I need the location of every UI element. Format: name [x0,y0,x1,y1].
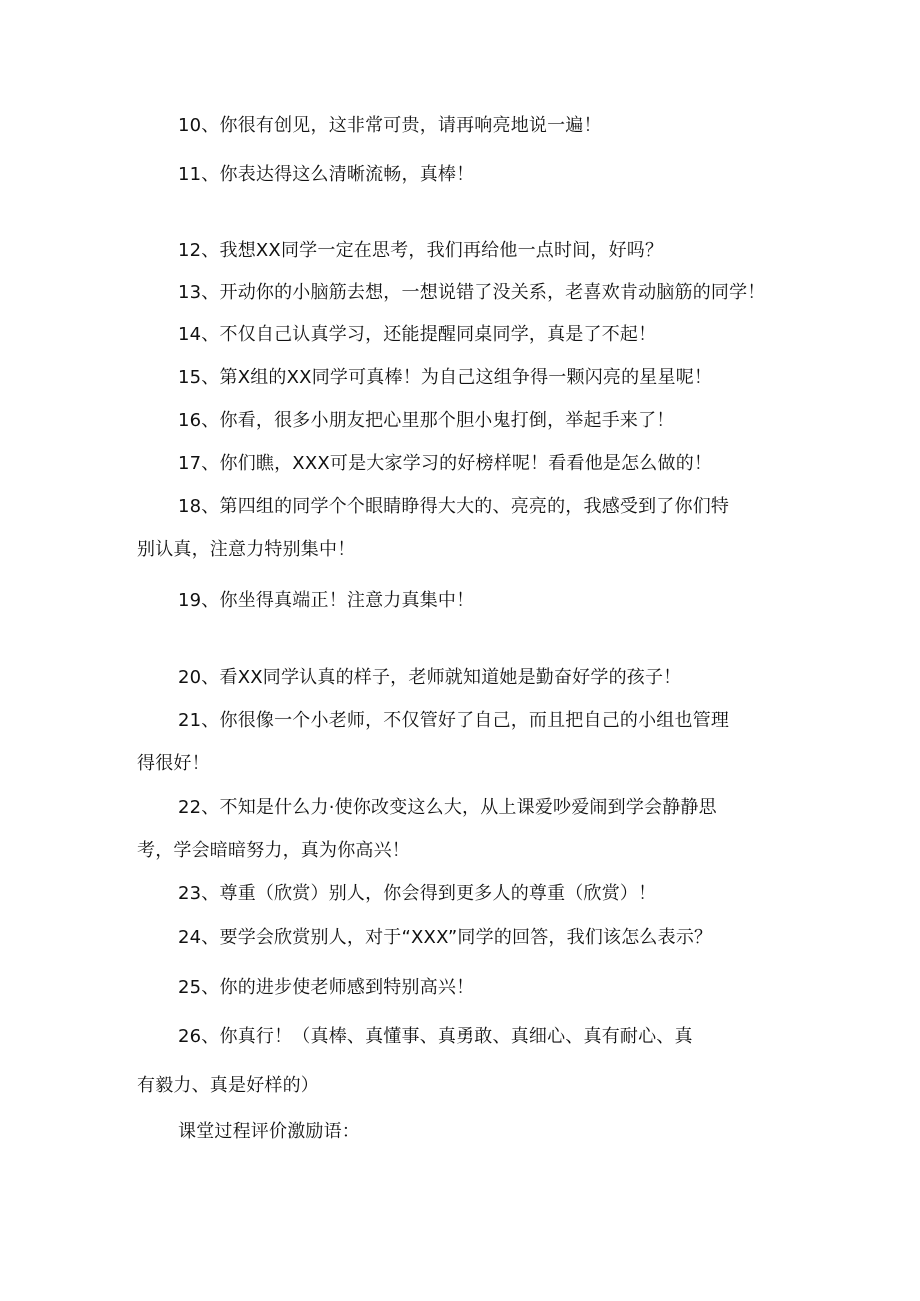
text-line: 有毅力、真是好样的） [137,1075,319,1096]
text-line: 15、第X组的XX同学可真棒！为自己这组争得一颗闪亮的星星呢！ [178,367,713,388]
text-line: 20、看XX同学认真的样子，老师就知道她是勤奋好学的孩子！ [178,667,682,688]
text-line: 16、你看，很多小朋友把心里那个胆小鬼打倒，举起手来了！ [178,410,675,431]
text-line: 11、你表达得这么清晰流畅，真棒！ [178,164,475,185]
text-line: 24、要学会欣赏别人，对于“XXX”同学的回答，我们该怎么表示？ [178,927,713,948]
text-line: 14、不仅自己认真学习，还能提醒同桌同学，真是了不起！ [178,324,657,345]
text-line: 17、你们瞧，XXX可是大家学习的好榜样呢！看看他是怎么做的！ [178,453,713,474]
text-line: 19、你坐得真端正！注意力真集中！ [178,590,475,611]
text-line: 18、第四组的同学个个眼睛睁得大大的、亮亮的，我感受到了你们特 [178,496,730,517]
text-line: 别认真，注意力特别集中！ [137,539,356,560]
text-line: 25、你的进步使老师感到特别高兴！ [178,977,475,998]
text-line: 考，学会暗暗努力，真为你高兴！ [137,840,410,861]
text-line: 得很好！ [137,753,210,774]
text-line: 13、开动你的小脑筋去想，一想说错了没关系，老喜欢肯动脑筋的同学！ [178,282,766,303]
text-line: 23、尊重（欣赏）别人，你会得到更多人的尊重（欣赏）！ [178,883,657,904]
text-line: 26、你真行！（真棒、真懂事、真勇敢、真细心、真有耐心、真 [178,1026,693,1047]
text-line: 21、你很像一个小老师，不仅管好了自己，而且把自己的小组也管理 [178,710,730,731]
text-line: 课堂过程评价激励语： [178,1121,360,1142]
text-line: 22、不知是什么力·使你改变这么大，从上课爱吵爱闹到学会静静思 [178,797,717,818]
text-line: 12、我想XX同学一定在思考，我们再给他一点时间，好吗？ [178,240,664,261]
text-line: 10、你很有创见，这非常可贵，请再响亮地说一遍！ [178,115,602,136]
